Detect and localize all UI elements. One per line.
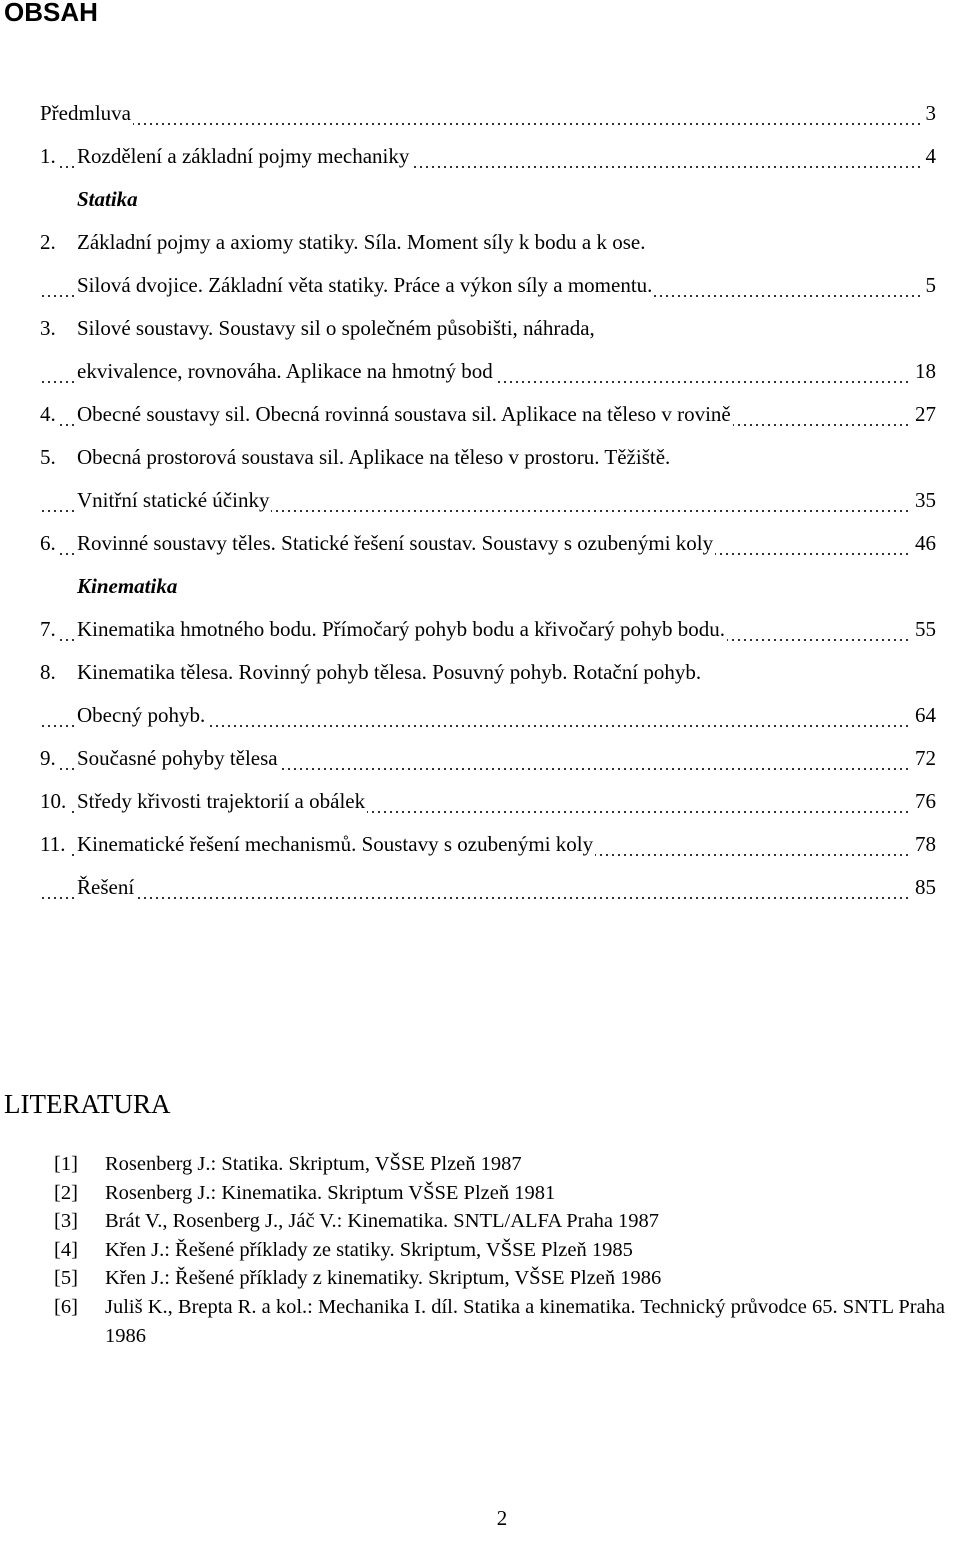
toc-entry-number: 6. <box>40 522 59 565</box>
toc-entry-number: 3. <box>40 316 56 340</box>
toc-entry-4[interactable] <box>40 393 936 436</box>
toc-entry-3[interactable] <box>40 307 936 350</box>
reference-item <box>54 1150 960 1179</box>
toc-entry-text: Středy křivosti trajektorií a obálek <box>77 780 367 823</box>
toc-entry-3-cont[interactable] <box>40 350 936 393</box>
toc-entry-number: 9. <box>40 737 59 780</box>
toc-entry-11[interactable] <box>40 823 936 866</box>
reference-item <box>54 1236 960 1265</box>
reference-item <box>54 1179 960 1208</box>
toc-entry-text: Obecná prostorová soustava sil. Aplikace na těleso v prostoru. Těžiště. <box>77 445 671 469</box>
toc-entry-2-cont[interactable] <box>40 264 936 307</box>
section-heading: Kinematika <box>77 574 178 598</box>
reference-number: [6] <box>54 1295 78 1318</box>
toc-entry-page: 72 <box>912 737 936 780</box>
toc-entry-1[interactable] <box>40 135 936 178</box>
toc-entry-page: 18 <box>912 350 936 393</box>
toc-entry-page: 64 <box>912 694 936 737</box>
toc-entry-text: Předmluva <box>40 92 133 135</box>
section-heading: Statika <box>77 187 138 211</box>
reference-text: Rosenberg J.: Statika. Skriptum, VŠSE Plzeň 1987 <box>105 1153 522 1175</box>
toc-entry-text: Silové soustavy. Soustavy sil o společném působišti, náhrada, <box>77 316 595 340</box>
page-number: 2 <box>496 1506 508 1530</box>
reference-list <box>54 1150 960 1350</box>
toc-entry-predmluva[interactable] <box>40 92 936 135</box>
toc-entry-page: 3 <box>923 92 937 135</box>
reference-text: Křen J.: Řešené příklady ze statiky. Skriptum, VŠSE Plzeň 1985 <box>105 1238 633 1261</box>
reference-text: Brát V., Rosenberg J., Jáč V.: Kinematika. SNTL/ALFA Praha 1987 <box>105 1210 660 1233</box>
reference-number: [1] <box>54 1153 78 1175</box>
toc-entry-text: Kinematika tělesa. Rovinný pohyb tělesa. Posuvný pohyb. Rotační pohyb. <box>77 660 702 684</box>
toc-entry-8[interactable] <box>40 651 936 694</box>
toc-entry-number: 8. <box>40 660 56 684</box>
toc-entry-number: 10. <box>40 780 69 823</box>
toc-entry-text: Obecné soustavy sil. Obecná rovinná soustava sil. Aplikace na těleso v rovině <box>77 393 733 436</box>
reference-number: [5] <box>54 1267 78 1290</box>
toc-entry-text: Silová dvojice. Základní věta statiky. Práce a výkon síly a momentu. <box>77 264 654 307</box>
toc-entry-text: Řešení <box>77 866 136 909</box>
reference-item <box>54 1293 960 1350</box>
toc-entry-reseni[interactable] <box>40 866 936 909</box>
toc-entry-text: Rovinné soustavy těles. Statické řešení soustav. Soustavy s ozubenými koly <box>77 522 715 565</box>
toc-entry-page: 78 <box>912 823 936 866</box>
toc-entry-6[interactable] <box>40 522 936 565</box>
toc-entry-text: Obecný pohyb. <box>77 694 207 737</box>
table-of-contents <box>40 92 936 909</box>
toc-entry-number: 4. <box>40 393 59 436</box>
page-title: OBSAH <box>4 0 98 27</box>
toc-entry-number: 11. <box>40 823 68 866</box>
toc-entry-text: Vnitřní statické účinky <box>77 479 271 522</box>
toc-entry-number: 2. <box>40 230 56 254</box>
toc-entry-8-cont[interactable] <box>40 694 936 737</box>
toc-entry-page: 27 <box>912 393 936 436</box>
toc-entry-2[interactable] <box>40 221 936 264</box>
toc-entry-5[interactable] <box>40 436 936 479</box>
reference-item <box>54 1207 960 1236</box>
toc-entry-text: Současné pohyby tělesa <box>77 737 280 780</box>
reference-text: Křen J.: Řešené příklady z kinematiky. Skriptum, VŠSE Plzeň 1986 <box>105 1267 662 1290</box>
toc-entry-5-cont[interactable] <box>40 479 936 522</box>
toc-entry-text: ekvivalence, rovnováha. Aplikace na hmotný bod <box>77 350 495 393</box>
toc-entry-10[interactable] <box>40 780 936 823</box>
toc-entry-page: 4 <box>923 135 937 178</box>
toc-entry-text: Základní pojmy a axiomy statiky. Síla. Moment síly k bodu a k ose. <box>77 230 646 254</box>
toc-entry-7[interactable] <box>40 608 936 651</box>
toc-entry-number: 7. <box>40 608 59 651</box>
toc-entry-page: 35 <box>912 479 936 522</box>
toc-entry-page: 55 <box>912 608 936 651</box>
toc-entry-text: Kinematické řešení mechanismů. Soustavy s ozubenými koly <box>77 823 595 866</box>
reference-number: [4] <box>54 1238 78 1261</box>
reference-number: [3] <box>54 1210 78 1233</box>
toc-entry-page: 5 <box>923 264 937 307</box>
toc-entry-number: 1. <box>40 135 59 178</box>
reference-item <box>54 1264 960 1293</box>
toc-entry-text: Kinematika hmotného bodu. Přímočarý pohyb bodu a křivočarý pohyb bodu. <box>77 608 727 651</box>
reference-text: Rosenberg J.: Kinematika. Skriptum VŠSE Plzeň 1981 <box>105 1181 556 1204</box>
toc-heading-kinematika <box>40 565 936 608</box>
reference-number: [2] <box>54 1181 78 1204</box>
reference-text: Juliš K., Brepta R. a kol.: Mechanika I. díl. Statika a kinematika. Technický průvodce 65. SNTL Praha 1986 <box>105 1295 946 1347</box>
toc-entry-page: 46 <box>912 522 936 565</box>
toc-entry-page: 76 <box>912 780 936 823</box>
toc-entry-page: 85 <box>912 866 936 909</box>
literature-title: LITERATURA <box>4 1089 171 1119</box>
toc-entry-text: Rozdělení a základní pojmy mechaniky <box>77 135 411 178</box>
toc-heading-statika <box>40 178 936 221</box>
toc-entry-number: 5. <box>40 445 56 469</box>
toc-entry-9[interactable] <box>40 737 936 780</box>
